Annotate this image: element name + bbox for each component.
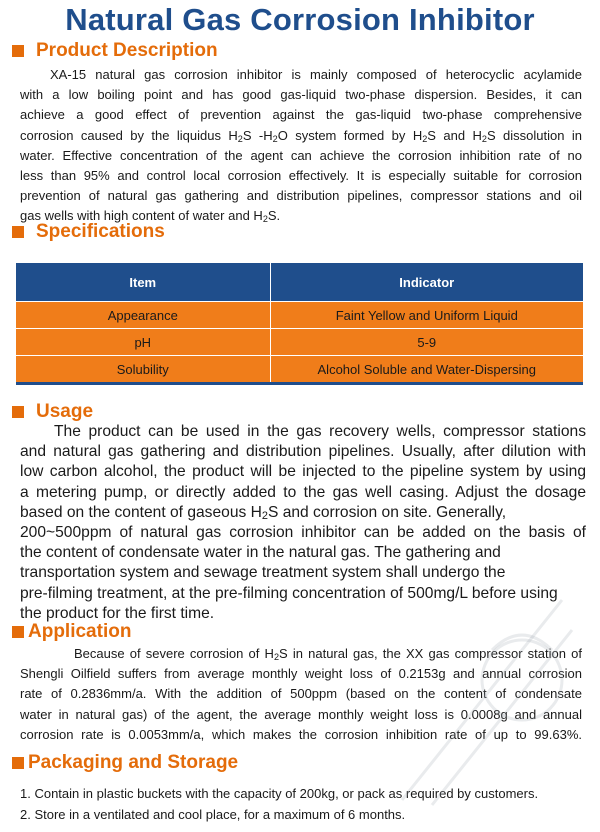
table-row [16, 329, 583, 356]
specifications-table [16, 263, 583, 385]
section-heading-usage [12, 401, 93, 423]
text-line: prevention of natural gas gathering and distribution pipelines, compressor stations and oil [20, 188, 582, 204]
text-line: based on the content of gaseous $H_2S$ and corrosion on site. Generally, [20, 503, 507, 522]
heading-text: Application [28, 621, 132, 642]
list-item: 2. Store in a ventilated and cool place, for a maximum of 6 months. [20, 806, 406, 822]
table-cell: Appearance [16, 302, 270, 329]
text-line: 200~500ppm of natural gas corrosion inhibitor can be added on the basis of [20, 524, 586, 542]
heading-text: Product Description [36, 40, 218, 61]
text-line: rate of 0.2836mm/a. With the addition of 500ppm (based on the content of condensate [20, 686, 582, 702]
table-cell: Alcohol Soluble and Water-Dispersing [270, 356, 583, 384]
text-line: corrosion caused by the liquidus $H_2S$ $-H_2O$ system formed by $H_2S$ and $H_2S$ dissolution in [20, 127, 582, 144]
text-line: the product for the first time. [20, 604, 215, 622]
orange-square-icon [12, 406, 24, 418]
application-paragraph [20, 644, 582, 745]
heading-text: Usage [36, 401, 94, 422]
section-heading-application [12, 621, 131, 643]
page-title: Natural Gas Corrosion Inhibitor [65, 2, 535, 37]
column-header: Item [16, 263, 270, 302]
text-line: Because of severe corrosion of $H_2S$ in natural gas, the XX gas compressor station of [74, 646, 582, 662]
text-line: transportation system and sewage treatment system shall undergo the [20, 564, 506, 582]
table-cell: Faint Yellow and Uniform Liquid [270, 302, 583, 329]
text-line: the content of condensate water in the natural gas. The gathering and [20, 544, 501, 562]
text-line: Shengli Oilfield suffers from average monthly weight loss of 0.2153g and annual corrosion [20, 666, 582, 682]
section-heading-packaging [12, 752, 238, 774]
table-cell: Solubility [16, 356, 270, 384]
table-cell: pH [16, 329, 270, 356]
table-cell: 5-9 [270, 329, 583, 356]
text-line: pre-filming treatment, at the pre-filming concentration of 500mg/L before using [20, 584, 558, 602]
text-line: XA-15 natural gas corrosion inhibitor is mainly composed of heterocyclic acylamide [50, 67, 582, 82]
text-line: water. Effective concentration of the agent can achieve the corrosion inhibition rate of no [20, 147, 582, 163]
packaging-list [20, 784, 538, 825]
orange-square-icon [12, 626, 24, 638]
orange-square-icon [12, 226, 24, 238]
description-paragraph [20, 65, 582, 227]
column-header: Indicator [270, 263, 583, 302]
text-line: with a low boiling point and has good gas-liquid two-phase dispersion. Besides, it can [20, 87, 582, 103]
text-line: less than 95% and control local corrosion effectively. It is especially suitable for corrosion [20, 168, 582, 184]
table-header-row [16, 263, 583, 302]
list-item: 1. Contain in plastic buckets with the capacity of 200kg, or pack as required by customers. [20, 786, 539, 801]
table-row [16, 356, 583, 384]
heading-text: Packaging and Storage [28, 752, 239, 773]
orange-square-icon [12, 757, 24, 769]
section-heading-description [12, 40, 218, 62]
text-line: water in natural gas) of the agent, the average monthly weight loss is 0.0008g and annual [20, 706, 582, 722]
text-line: low carbon alcohol, the product will be injected to the pipeline system by using [20, 463, 586, 481]
text-line: corrosion rate is 0.0053mm/a, which makes the corrosion inhibition rate of up to 99.63%. [20, 726, 582, 742]
text-line: a metering pump, or directly added to the gas well casing. Adjust the dosage [20, 483, 586, 501]
orange-square-icon [12, 45, 24, 57]
text-line: and natural gas gathering and distribution pipelines. Usually, after dilution with [20, 443, 586, 461]
text-line: gas wells with high content of water and $H_2S$. [20, 208, 281, 225]
text-line: achieve a good effect of prevention against the gas-liquid two-phase comprehensive [20, 107, 582, 123]
heading-text: Specifications [36, 221, 165, 242]
usage-paragraph [20, 422, 586, 624]
section-heading-specifications [12, 221, 165, 243]
table-row [16, 302, 583, 329]
text-line: The product can be used in the gas recovery wells, compressor stations [54, 423, 586, 440]
